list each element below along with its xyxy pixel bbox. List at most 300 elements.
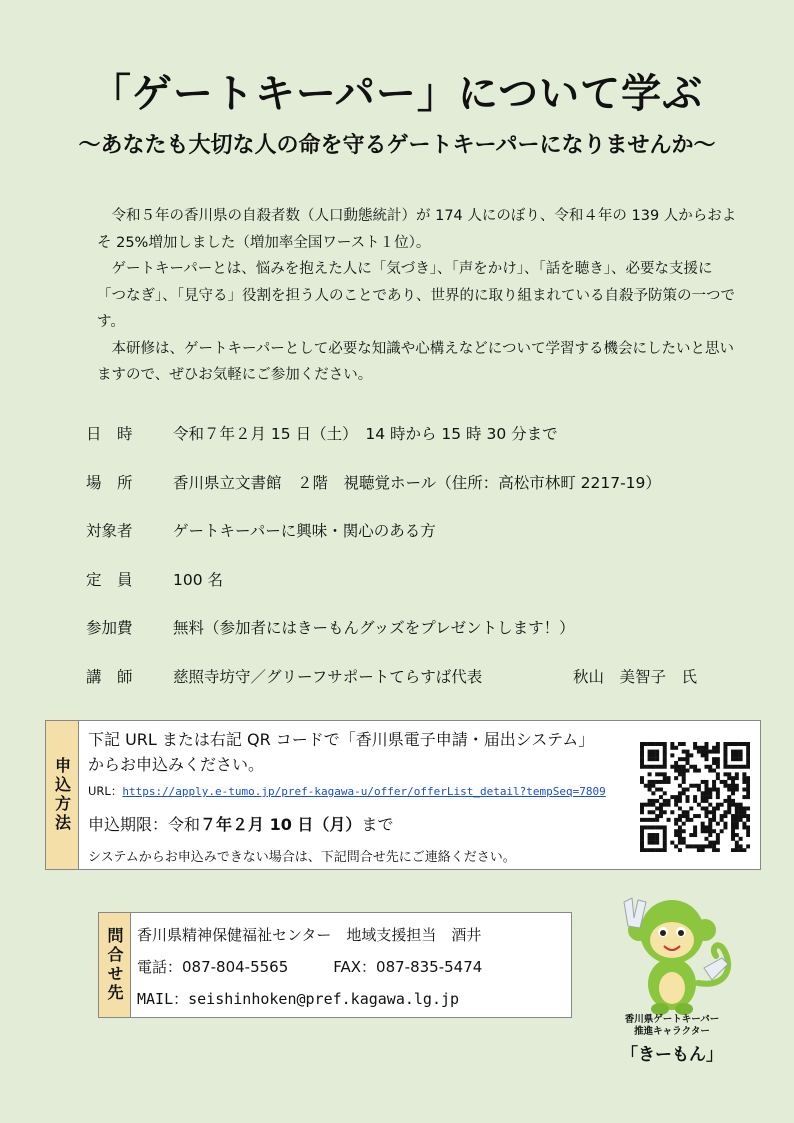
qr-module xyxy=(704,829,708,833)
qr-module xyxy=(678,772,682,776)
page-subtitle: ～あなたも大切な人の命を守るゲートキーパーになりませんか～ xyxy=(78,133,716,158)
qr-module xyxy=(746,791,750,795)
qr-module xyxy=(693,769,697,773)
qr-module xyxy=(727,772,731,776)
qr-module xyxy=(648,833,652,837)
qr-module xyxy=(644,765,648,769)
qr-module xyxy=(678,829,682,833)
qr-module xyxy=(689,765,693,769)
qr-module xyxy=(640,750,644,754)
qr-module xyxy=(735,810,739,814)
qr-module xyxy=(701,746,705,750)
qr-module xyxy=(659,810,663,814)
qr-module xyxy=(742,765,746,769)
qr-module xyxy=(731,822,735,826)
qr-module xyxy=(701,848,705,852)
application-deadline xyxy=(88,812,648,835)
qr-module xyxy=(708,833,712,837)
qr-module xyxy=(701,750,705,754)
qr-module xyxy=(697,788,701,792)
qr-module xyxy=(655,750,659,754)
qr-module xyxy=(708,803,712,807)
qr-module xyxy=(735,765,739,769)
qr-module xyxy=(682,765,686,769)
qr-module xyxy=(667,799,671,803)
qr-module xyxy=(731,814,735,818)
qr-module xyxy=(716,841,720,845)
qr-module xyxy=(640,776,644,780)
qr-module xyxy=(727,795,731,799)
qr-module xyxy=(648,803,652,807)
qr-module xyxy=(693,784,697,788)
application-line: からお申込みください。 xyxy=(88,755,265,774)
qr-module xyxy=(686,761,690,765)
qr-module xyxy=(640,841,644,845)
qr-module xyxy=(644,784,648,788)
url-prefix: URL： xyxy=(88,784,123,798)
contact-box xyxy=(98,912,572,1018)
qr-module xyxy=(640,761,644,765)
qr-module xyxy=(655,841,659,845)
qr-module xyxy=(678,799,682,803)
qr-module xyxy=(678,825,682,829)
qr-module xyxy=(739,753,743,757)
application-url-line xyxy=(88,783,648,799)
qr-module xyxy=(739,837,743,841)
qr-module xyxy=(674,799,678,803)
qr-module xyxy=(678,814,682,818)
qr-module xyxy=(686,799,690,803)
qr-module xyxy=(727,810,731,814)
qr-module xyxy=(708,825,712,829)
qr-module xyxy=(704,757,708,761)
deadline-suffix: まで xyxy=(361,815,394,834)
detail-label: 日 時 xyxy=(86,425,133,443)
qr-module xyxy=(670,810,674,814)
qr-module xyxy=(648,772,652,776)
qr-module xyxy=(663,750,667,754)
qr-module xyxy=(697,746,701,750)
mascot-caption xyxy=(602,1014,742,1038)
qr-module xyxy=(640,829,644,833)
qr-module xyxy=(708,765,712,769)
qr-module xyxy=(674,761,678,765)
qr-module xyxy=(716,806,720,810)
qr-module xyxy=(712,761,716,765)
qr-module xyxy=(697,750,701,754)
qr-module xyxy=(731,776,735,780)
qr-module xyxy=(678,848,682,852)
qr-module xyxy=(735,844,739,848)
qr-module xyxy=(742,814,746,818)
qr-module xyxy=(731,784,735,788)
detail-label: 場 所 xyxy=(86,473,133,492)
qr-module xyxy=(648,841,652,845)
lecturer-name: 秋山 美智子 氏 xyxy=(573,667,698,686)
qr-module xyxy=(712,750,716,754)
qr-module xyxy=(689,818,693,822)
qr-module xyxy=(731,791,735,795)
qr-module xyxy=(720,803,724,807)
qr-module xyxy=(644,818,648,822)
qr-module xyxy=(701,791,705,795)
contact-phone: 電話：087-804-5565 FAX：087-835-5474 xyxy=(137,958,483,976)
qr-module xyxy=(746,780,750,784)
qr-module xyxy=(659,742,663,746)
detail-label: 講 師 xyxy=(86,667,133,686)
qr-module xyxy=(655,837,659,841)
qr-module xyxy=(735,776,739,780)
mascot-name: 「きーもん」 xyxy=(621,1045,723,1065)
qr-module xyxy=(708,841,712,845)
qr-module xyxy=(735,841,739,845)
qr-module xyxy=(663,765,667,769)
qr-module xyxy=(686,757,690,761)
qr-module xyxy=(712,829,716,833)
qr-module xyxy=(651,803,655,807)
qr-module xyxy=(704,837,708,841)
qr-module xyxy=(682,769,686,773)
qr-module xyxy=(655,765,659,769)
qr-module xyxy=(693,742,697,746)
qr-module xyxy=(727,803,731,807)
qr-module xyxy=(655,825,659,829)
qr-module xyxy=(663,803,667,807)
qr-module xyxy=(735,772,739,776)
qr-module xyxy=(704,791,708,795)
qr-module xyxy=(655,772,659,776)
qr-module xyxy=(739,818,743,822)
qr-module xyxy=(678,833,682,837)
qr-module xyxy=(648,837,652,841)
qr-module xyxy=(648,810,652,814)
qr-module xyxy=(686,769,690,773)
application-url-link[interactable]: https://apply.e-tumo.jp/pref-kagawa-u/offer/offerList_detail?tempSeq=7809 xyxy=(122,785,606,798)
qr-module xyxy=(659,825,663,829)
qr-module xyxy=(682,791,686,795)
qr-module xyxy=(663,825,667,829)
qr-module xyxy=(651,833,655,837)
qr-module xyxy=(689,784,693,788)
qr-module xyxy=(678,837,682,841)
qr-module xyxy=(704,799,708,803)
qr-module xyxy=(663,844,667,848)
qr-module xyxy=(648,818,652,822)
qr-module xyxy=(674,844,678,848)
qr-module xyxy=(682,829,686,833)
contact-mail[interactable]: MAIL：seishinhoken@pref.kagawa.lg.jp xyxy=(137,990,460,1008)
qr-module xyxy=(682,814,686,818)
qr-module xyxy=(716,788,720,792)
detail-value: 香川県立文書館 ２階 視聴覚ホール（住所：高松市林町 2217-19） xyxy=(173,473,661,492)
qr-module xyxy=(727,799,731,803)
qr-module xyxy=(708,750,712,754)
qr-module xyxy=(670,765,674,769)
qr-module xyxy=(648,765,652,769)
qr-module xyxy=(682,837,686,841)
qr-module xyxy=(678,765,682,769)
qr-module xyxy=(723,814,727,818)
qr-module xyxy=(682,757,686,761)
qr-module xyxy=(746,795,750,799)
qr-module xyxy=(704,814,708,818)
qr-module xyxy=(712,841,716,845)
qr-module xyxy=(712,814,716,818)
qr-module xyxy=(746,844,750,848)
qr-module xyxy=(693,795,697,799)
application-tab-label: 申込方法 xyxy=(52,757,72,833)
qr-module xyxy=(651,757,655,761)
qr-module xyxy=(689,806,693,810)
qr-module xyxy=(708,822,712,826)
contact-tab xyxy=(99,913,131,1017)
qr-module xyxy=(731,825,735,829)
qr-module xyxy=(648,848,652,852)
qr-module xyxy=(720,814,724,818)
qr-module xyxy=(674,822,678,826)
detail-label: 定 員 xyxy=(86,570,133,589)
qr-module xyxy=(655,780,659,784)
qr-module xyxy=(674,803,678,807)
qr-module xyxy=(697,844,701,848)
qr-module xyxy=(701,844,705,848)
qr-module xyxy=(693,844,697,848)
qr-module xyxy=(735,750,739,754)
qr-module xyxy=(746,825,750,829)
qr-module xyxy=(720,818,724,822)
qr-module xyxy=(701,795,705,799)
qr-module xyxy=(682,772,686,776)
qr-module xyxy=(682,780,686,784)
qr-module xyxy=(686,810,690,814)
qr-module xyxy=(651,810,655,814)
qr-module xyxy=(735,803,739,807)
qr-module xyxy=(678,757,682,761)
qr-module xyxy=(659,848,663,852)
qr-module xyxy=(716,772,720,776)
qr-module xyxy=(674,769,678,773)
qr-module xyxy=(723,753,727,757)
qr-module xyxy=(686,753,690,757)
qr-module xyxy=(678,818,682,822)
qr-module xyxy=(716,750,720,754)
detail-value: 令和７年２月 15 日（土） 14 時から 15 時 30 分まで xyxy=(173,425,558,443)
qr-module xyxy=(648,750,652,754)
qr-module xyxy=(674,795,678,799)
detail-row-lecturer xyxy=(86,665,766,714)
qr-module xyxy=(716,833,720,837)
qr-module xyxy=(686,844,690,848)
qr-module xyxy=(651,837,655,841)
qr-module xyxy=(678,795,682,799)
qr-module xyxy=(701,780,705,784)
qr-module xyxy=(712,780,716,784)
qr-module xyxy=(746,833,750,837)
qr-module xyxy=(735,825,739,829)
qr-module xyxy=(731,829,735,833)
qr-module xyxy=(739,742,743,746)
qr-module xyxy=(731,765,735,769)
qr-module xyxy=(682,742,686,746)
qr-module xyxy=(678,742,682,746)
qr-module xyxy=(644,825,648,829)
qr-module xyxy=(659,814,663,818)
qr-module xyxy=(735,788,739,792)
application-box xyxy=(45,720,761,870)
qr-module xyxy=(735,806,739,810)
qr-module xyxy=(716,791,720,795)
qr-module xyxy=(739,803,743,807)
qr-module xyxy=(663,829,667,833)
qr-module xyxy=(674,833,678,837)
qr-module xyxy=(727,806,731,810)
qr-module xyxy=(651,799,655,803)
qr-module xyxy=(746,746,750,750)
qr-module xyxy=(663,833,667,837)
qr-module xyxy=(659,803,663,807)
qr-module xyxy=(723,772,727,776)
qr-module xyxy=(739,810,743,814)
qr-module xyxy=(648,799,652,803)
qr-module xyxy=(697,803,701,807)
qr-module xyxy=(663,799,667,803)
qr-module xyxy=(693,765,697,769)
qr-module xyxy=(651,765,655,769)
qr-module xyxy=(663,746,667,750)
qr-module xyxy=(640,780,644,784)
qr-module xyxy=(648,753,652,757)
detail-label: 対象者 xyxy=(86,522,133,540)
qr-module xyxy=(735,742,739,746)
qr-module xyxy=(651,841,655,845)
qr-module xyxy=(731,799,735,803)
qr-module xyxy=(686,795,690,799)
qr-module xyxy=(727,776,731,780)
qr-module xyxy=(739,757,743,761)
qr-module xyxy=(667,776,671,780)
qr-module xyxy=(682,788,686,792)
qr-module xyxy=(723,784,727,788)
qr-module xyxy=(708,788,712,792)
qr-module xyxy=(746,776,750,780)
qr-module xyxy=(640,765,644,769)
qr-module xyxy=(644,848,648,852)
qr-module xyxy=(742,742,746,746)
qr-module xyxy=(667,818,671,822)
detail-value: 無料（参加者にはきーもんグッズをプレゼントします！） xyxy=(173,619,575,637)
qr-module xyxy=(704,810,708,814)
qr-module xyxy=(712,784,716,788)
qr-module xyxy=(735,753,739,757)
qr-module xyxy=(689,833,693,837)
qr-module xyxy=(742,822,746,826)
qr-code-icon[interactable] xyxy=(640,742,750,852)
qr-module xyxy=(723,742,727,746)
qr-module xyxy=(735,814,739,818)
qr-module xyxy=(667,780,671,784)
qr-module xyxy=(746,829,750,833)
qr-module xyxy=(682,841,686,845)
qr-module xyxy=(651,742,655,746)
qr-module xyxy=(739,844,743,848)
deadline-date: ７年２月 10 日（月） xyxy=(200,815,362,834)
qr-module xyxy=(663,772,667,776)
qr-module xyxy=(708,791,712,795)
qr-module xyxy=(712,757,716,761)
application-body xyxy=(88,727,648,865)
qr-module xyxy=(693,833,697,837)
qr-module xyxy=(655,753,659,757)
qr-module xyxy=(746,784,750,788)
qr-module xyxy=(742,825,746,829)
qr-module xyxy=(686,818,690,822)
qr-module xyxy=(723,757,727,761)
qr-module xyxy=(682,776,686,780)
qr-module xyxy=(648,780,652,784)
qr-module xyxy=(663,841,667,845)
qr-module xyxy=(659,806,663,810)
qr-module xyxy=(716,795,720,799)
qr-module xyxy=(716,803,720,807)
qr-module xyxy=(746,806,750,810)
qr-module xyxy=(746,788,750,792)
qr-module xyxy=(693,814,697,818)
qr-module xyxy=(746,753,750,757)
qr-module xyxy=(667,803,671,807)
qr-module xyxy=(704,784,708,788)
qr-module xyxy=(731,803,735,807)
qr-module xyxy=(697,769,701,773)
qr-module xyxy=(674,776,678,780)
qr-module xyxy=(712,769,716,773)
qr-module xyxy=(716,757,720,761)
qr-module xyxy=(659,780,663,784)
qr-module xyxy=(735,848,739,852)
qr-module xyxy=(670,795,674,799)
qr-module xyxy=(640,746,644,750)
qr-module xyxy=(712,818,716,822)
qr-module xyxy=(701,799,705,803)
intro-paragraph: ゲートキーパーとは、悩みを抱えた人に「気づき」、「声をかけ」、「話を聴き」、必要な支援に「つなぎ」、「見守る」役割を担う人のことであり、世界的に取り組まれている自殺予防策の一つです。 xyxy=(97,261,735,330)
qr-module xyxy=(746,818,750,822)
qr-module xyxy=(739,750,743,754)
qr-module xyxy=(708,829,712,833)
qr-module xyxy=(663,780,667,784)
qr-module xyxy=(651,750,655,754)
qr-module xyxy=(731,780,735,784)
qr-module xyxy=(723,765,727,769)
qr-module xyxy=(739,806,743,810)
qr-module xyxy=(663,757,667,761)
qr-module xyxy=(735,833,739,837)
qr-module xyxy=(640,757,644,761)
detail-row-target xyxy=(86,519,766,568)
qr-module xyxy=(723,750,727,754)
qr-module xyxy=(739,814,743,818)
qr-module xyxy=(712,848,716,852)
qr-module xyxy=(716,848,720,852)
qr-module xyxy=(640,753,644,757)
qr-module xyxy=(644,803,648,807)
qr-module xyxy=(651,848,655,852)
qr-module xyxy=(640,803,644,807)
qr-module xyxy=(640,844,644,848)
qr-module xyxy=(682,810,686,814)
qr-module xyxy=(704,806,708,810)
qr-module xyxy=(742,810,746,814)
qr-module xyxy=(716,776,720,780)
qr-module xyxy=(708,844,712,848)
